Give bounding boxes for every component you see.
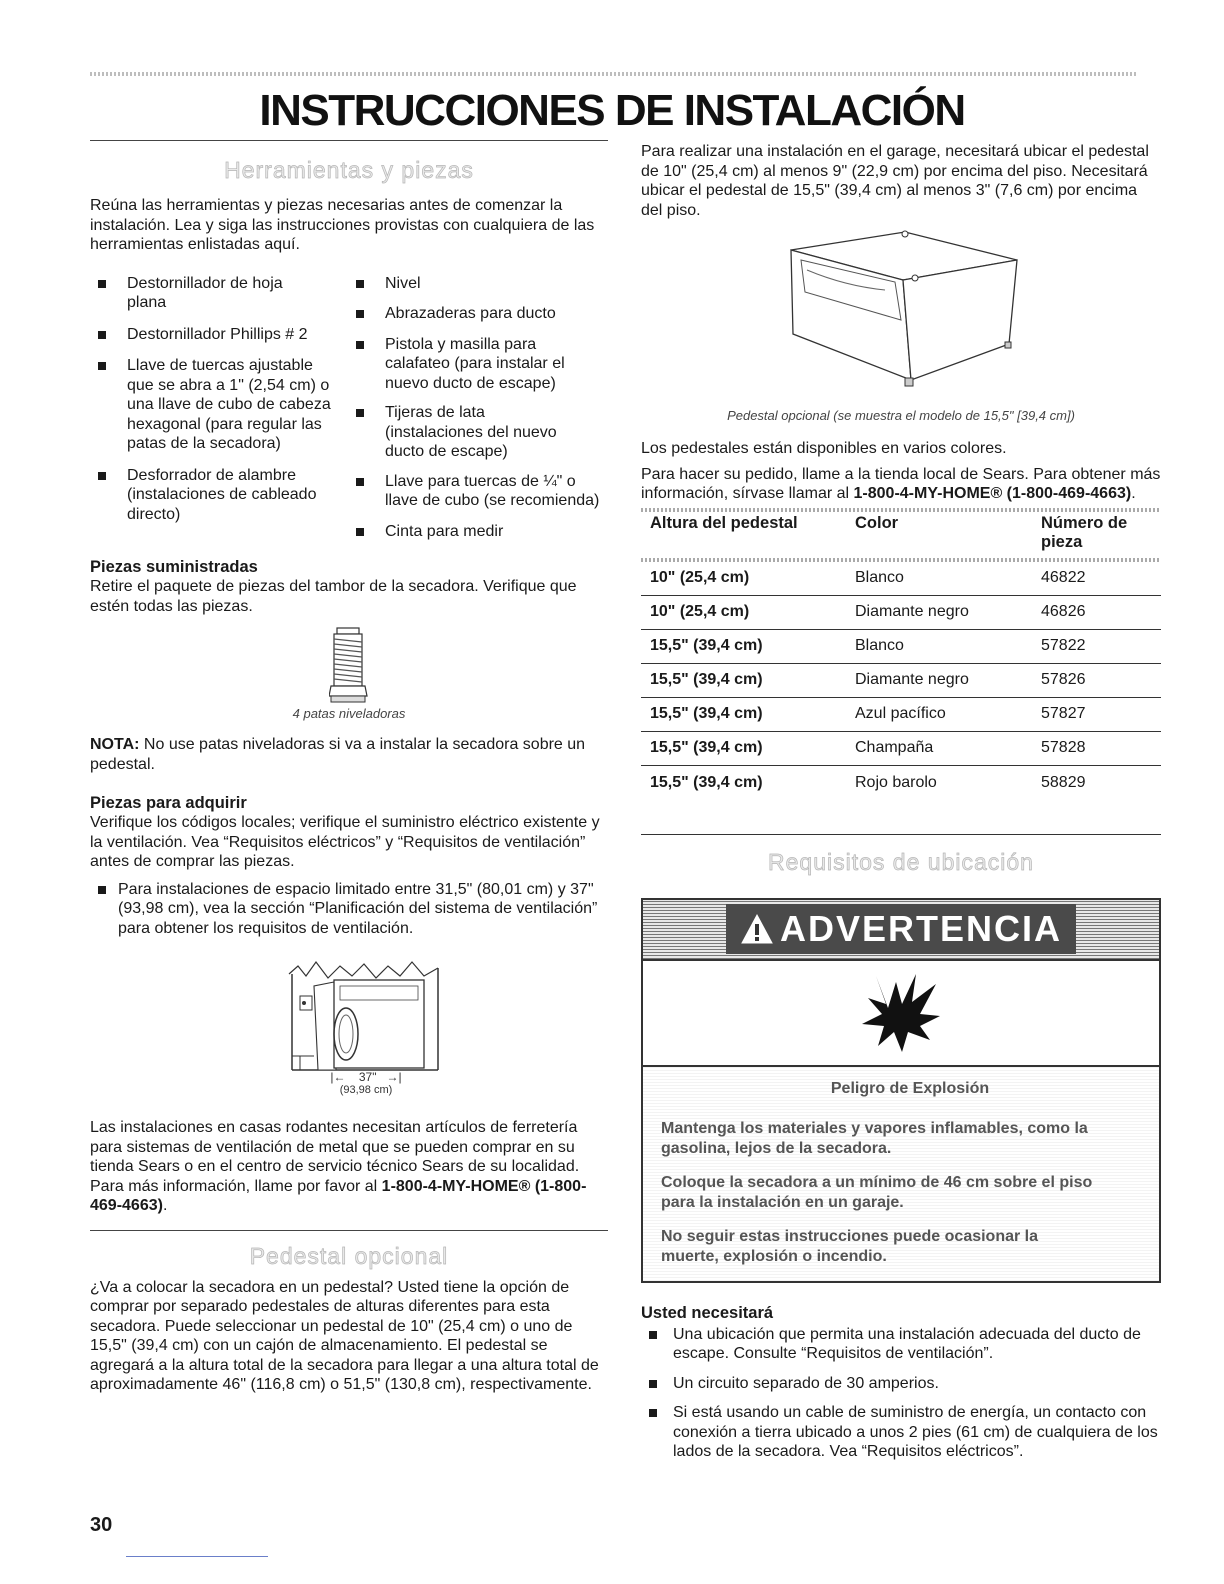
need-list (641, 1325, 1161, 1462)
mobile-home-phone: 1-800-4-MY-HOME® (1-800-469-4663) (90, 1177, 587, 1214)
list-item: Destornillador de hoja plana (90, 274, 348, 313)
pedestal-colors-text: Los pedestales están disponibles en varios colores. (641, 440, 1007, 457)
pedestal-caption: Pedestal opcional (se muestra el modelo de 15,5" [39,4 cm]) (727, 408, 1075, 423)
table-header-row (641, 514, 1161, 558)
supplied-note (90, 735, 608, 774)
pedestal-illustration (785, 230, 1025, 396)
table-row: 15,5" (39,4 cm) Champaña 57828 (641, 731, 1161, 765)
list-item: Llave para tuercas de ¼" o llave de cubo (se recomienda) (348, 472, 608, 511)
explosion-icon-area (643, 959, 1159, 1065)
explosion-icon (856, 968, 946, 1058)
note-label: NOTA: (90, 736, 140, 753)
list-item: Tijeras de lata (instalaciones del nuevo ducto de escape) (348, 403, 608, 462)
leveling-leg-illustration (329, 626, 369, 706)
footer-link-rule (126, 1556, 268, 1557)
list-item: Abrazaderas para ducto (348, 304, 608, 324)
list-item: Pistola y masilla para calafateo (para instalar el nuevo ducto de escape) (348, 335, 608, 394)
tools-list-right (348, 274, 608, 542)
list-item: Cinta para medir (348, 522, 608, 542)
table-top-rule (641, 508, 1161, 512)
pedestal-parts-table (641, 514, 1161, 835)
page-title: INSTRUCCIONES DE INSTALACIÓN (259, 86, 965, 135)
left-column (90, 140, 608, 1395)
leveling-leg-figure (90, 626, 608, 706)
section-rule (90, 1230, 608, 1231)
warning-triangle-icon (740, 913, 774, 945)
supplied-text: Retire el paquete de piezas del tambor de la secadora. Verifique que estén todas las piezas. (90, 578, 577, 615)
pedestal-order-text: Para hacer su pedido, llame a la tienda local de Sears. Para obtener más información, sírvase llamar al 1-800-4-MY-HOME® (1-800-469-4663). (641, 465, 1161, 502)
list-item: Desforrador de alambre (instalaciones de cableado directo) (90, 466, 348, 525)
list-item: Una ubicación que permita una instalación adecuada del ducto de escape. Consulte “Requisitos de ventilación”. (641, 1325, 1161, 1364)
garage-text: Para realizar una instalación en el garage, necesitará ubicar el pedestal de 10" (25,4 cm) al menos 9" (22,9 cm) por encima del piso. Necesitará ubicar el pedestal de 15,5" (39,4 cm) al menos 3" (7,6 cm) por encima del piso. (641, 143, 1149, 219)
acquire-heading: Piezas para adquirir (90, 794, 247, 812)
warning-text: Mantenga los materiales y vapores inflamables, como la gasolina, lejos de la secadora. (661, 1119, 1088, 1157)
top-dotted-rule (90, 72, 1136, 76)
alcove-dimension (286, 1070, 446, 1096)
need-heading: Usted necesitará (641, 1303, 774, 1322)
table-row: 15,5" (39,4 cm) Blanco 57822 (641, 629, 1161, 663)
header-part-number: Número de pieza (1041, 513, 1128, 551)
dimension-cm: (93,98 cm) (339, 1084, 393, 1096)
pedestal-text: ¿Va a colocar la secadora en un pedestal? Usted tiene la opción de comprar por separado pedestales de alturas diferentes para esta secadora. Puede seleccionar un pedestal de 10" (25,4 cm) o uno de 15,5" (39,4 cm) con un cajón de almacenamiento. El pedestal se agregará a la altura total de la secadora para llegar a una altura total de aproximadamente 46" (116,8 cm) o 51,5" (130,8 cm), respectivamente. (90, 1278, 599, 1393)
hazard-title: Peligro de Explosión (830, 1079, 990, 1097)
list-item: Un circuito separado de 30 amperios. (641, 1374, 1161, 1394)
leveling-legs-caption: 4 patas niveladoras (292, 706, 406, 721)
list-item: Si está usando un cable de suministro de energía, un contacto con conexión a tierra ubicado a unos 2 pies (61 cm) de cualquiera de los lados de la secadora. Vea “Requisitos eléctricos”. (641, 1403, 1161, 1462)
tools-heading: Herramientas y piezas (224, 157, 474, 183)
mobile-home-text: Las instalaciones en casas rodantes necesitan artículos de ferretería para sistemas de ventilación de metal que se pueden comprar en su tienda Sears o en el centro de servicio técnico Sears de su localidad. Para más información, llame por favor al 1-800-4-MY-HOME® (1-800-469-4663). (90, 1119, 587, 1214)
pedestal-order-phone: 1-800-4-MY-HOME® (1-800-469-4663) (853, 485, 1132, 502)
note-text: No use patas niveladoras si va a instalar la secadora sobre un pedestal. (90, 736, 586, 773)
warning-box (641, 898, 1161, 1283)
header-color: Color (855, 513, 899, 532)
warning-label (726, 904, 1076, 954)
dimension-inches: |← 37" →| (330, 1070, 402, 1084)
tools-list-left (90, 274, 348, 542)
list-item: Para instalaciones de espacio limitado entre 31,5" (80,01 cm) y 37" (93,98 cm), vea la sección “Planificación del sistema de ventilación” para obtener los requisitos de ventilación. (90, 880, 608, 939)
pedestal-figure (785, 230, 1161, 396)
pedestal-heading: Pedestal opcional (249, 1242, 449, 1269)
page-number: 30 (90, 1514, 113, 1536)
alcove-figure (286, 958, 608, 1108)
right-column (641, 140, 1161, 1462)
list-item: Destornillador Phillips # 2 (90, 325, 348, 345)
supplied-heading: Piezas suministradas (90, 558, 258, 576)
location-heading: Requisitos de ubicación (768, 848, 1034, 875)
warning-label-text: ADVERTENCIA (779, 908, 1062, 949)
table-row: 10" (25,4 cm) Diamante negro 46826 (641, 595, 1161, 629)
table-row: 10" (25,4 cm) Blanco 46822 (641, 562, 1161, 596)
warning-header (643, 900, 1159, 959)
warning-text: No seguir estas instrucciones puede ocasionar la muerte, explosión o incendio. (661, 1227, 1039, 1265)
list-item: Llave de tuercas ajustable que se abra a 1" (2,54 cm) o una llave de cubo de cabeza hexagonal (para regular las patas de la secadora) (90, 356, 348, 454)
acquire-list (90, 880, 608, 939)
tools-intro: Reúna las herramientas y piezas necesarias antes de comenzar la instalación. Lea y siga las instrucciones provistas con cualquiera de las herramientas enlistadas aquí. (90, 197, 595, 253)
table-row: 15,5" (39,4 cm) Diamante negro 57826 (641, 663, 1161, 697)
list-item: Nivel (348, 274, 608, 294)
tools-lists (90, 274, 608, 542)
section-rule (90, 140, 608, 141)
warning-body (643, 1065, 1159, 1281)
warning-text: Coloque la secadora a un mínimo de 46 cm sobre el piso para la instalación en un garaje. (661, 1173, 1093, 1211)
table-row: 15,5" (39,4 cm) Azul pacífico 57827 (641, 697, 1161, 731)
header-height: Altura del pedestal (650, 513, 798, 532)
table-row: 15,5" (39,4 cm) Rojo barolo 58829 (641, 765, 1161, 834)
acquire-text: Verifique los códigos locales; verifique el suministro eléctrico existente y la ventilación. Vea “Requisitos eléctricos” y “Requisitos de ventilación” antes de comprar las piezas. (90, 814, 600, 870)
